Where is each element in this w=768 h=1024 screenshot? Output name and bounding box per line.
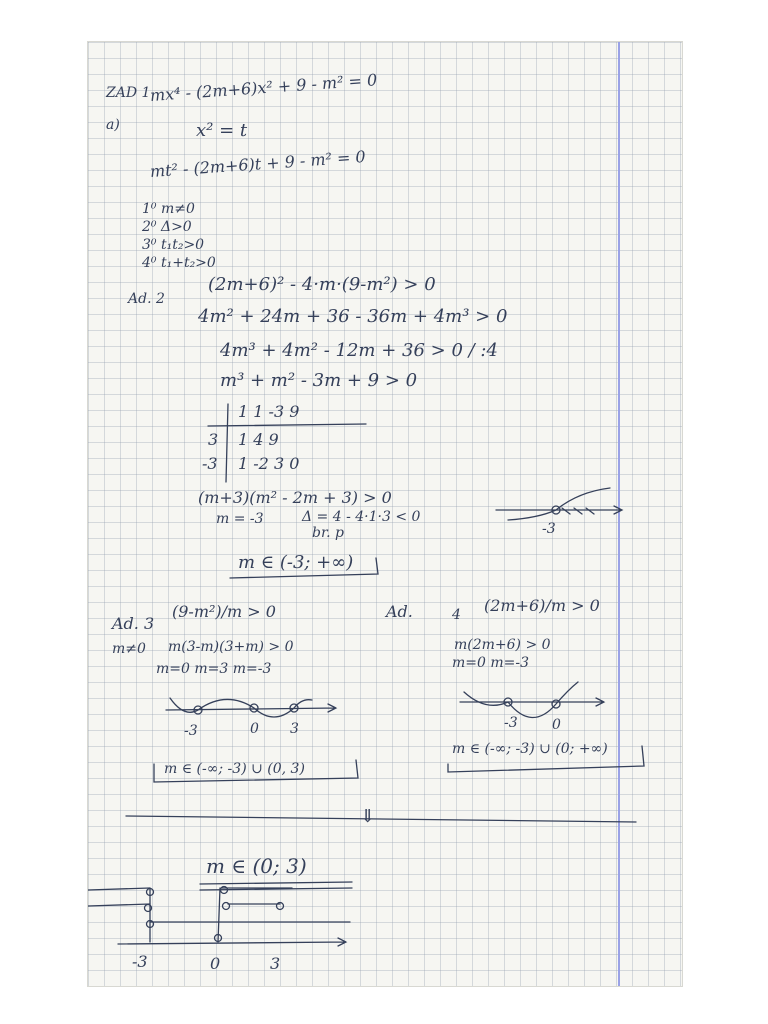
horner-row-1: 1 4 9 xyxy=(238,430,279,449)
separator-line xyxy=(126,816,636,822)
final-vertical-0 xyxy=(218,888,220,942)
condition-3: 3⁰ t₁t₂>0 xyxy=(142,237,205,253)
ad2-delta: Δ = 4 - 4·1·3 < 0 xyxy=(302,509,421,525)
ad3-axis-label-0: 0 xyxy=(250,721,259,737)
final-line-1 xyxy=(88,888,150,890)
final-axis-label-0: 0 xyxy=(210,954,221,973)
ad3-axis-label-3: 3 xyxy=(290,721,299,737)
part-a-label: a) xyxy=(106,117,120,133)
horner-header: 1 1 -3 9 xyxy=(238,402,300,421)
task-title: ZAD 1 xyxy=(106,85,151,101)
quadratic-in-t: mt² - (2m+6)t + 9 - m² = 0 xyxy=(149,146,367,181)
sketch-layer xyxy=(88,42,682,986)
final-line-2 xyxy=(88,904,150,906)
ad2-line-1: (2m+6)² - 4·m·(9-m²) > 0 xyxy=(208,274,436,295)
ad4-result-box xyxy=(448,746,644,772)
condition-2: 2⁰ Δ>0 xyxy=(142,219,192,235)
ad2-factored: (m+3)(m² - 2m + 3) > 0 xyxy=(198,488,392,507)
ad2-sign-curve xyxy=(508,488,610,520)
ad2-result: m ∈ (-3; +∞) xyxy=(238,552,354,573)
notebook-page xyxy=(88,42,682,986)
ad3-inequality: (9-m²)/m > 0 xyxy=(172,602,276,621)
ad2-line-2: 4m² + 24m + 36 - 36m + 4m³ > 0 xyxy=(198,306,508,327)
ad2-line-4: m³ + m² - 3m + 9 > 0 xyxy=(220,370,418,391)
ad3-result: m ∈ (-∞; -3) ∪ (0, 3) xyxy=(164,761,305,777)
ad2-axis-label: -3 xyxy=(542,521,556,537)
ad2-hatching xyxy=(562,508,594,514)
condition-1: 1⁰ m≠0 xyxy=(142,201,195,217)
condition-4: 4⁰ t₁+t₂>0 xyxy=(142,255,216,271)
ad3-roots: m=0 m=3 m=-3 xyxy=(156,661,272,677)
quartic-equation: mx⁴ - (2m+6)x² + 9 - m² = 0 xyxy=(149,70,378,105)
ad2-label: Ad. 2 xyxy=(128,291,165,307)
ad4-number: 4 xyxy=(452,607,461,623)
final-result: m ∈ (0; 3) xyxy=(206,854,307,878)
ad3-product: m(3-m)(3+m) > 0 xyxy=(168,639,294,655)
ad4-number-line xyxy=(460,698,604,706)
ad3-label: Ad. 3 xyxy=(112,614,155,633)
substitution: x² = t xyxy=(196,120,248,141)
ad3-sign-curve xyxy=(170,698,312,717)
ad4-sign-curve xyxy=(464,682,578,718)
ad3-axis-label-neg3: -3 xyxy=(184,723,198,739)
horner-row-2: 1 -2 3 0 xyxy=(238,454,300,473)
ad2-result-box xyxy=(230,558,378,578)
final-circle-0-b xyxy=(223,903,230,910)
ad4-axis-label-0: 0 xyxy=(552,717,561,733)
ad2-root: m = -3 xyxy=(216,511,264,527)
horner-root-2: -3 xyxy=(202,454,218,473)
ad3-condition: m≠0 xyxy=(112,641,146,657)
final-axis-label-3: 3 xyxy=(270,954,281,973)
horner-vertical-line xyxy=(226,404,228,482)
ad3-result-box xyxy=(154,760,358,782)
ad4-inequality: (2m+6)/m > 0 xyxy=(484,596,600,615)
ad4-roots: m=0 m=-3 xyxy=(452,655,530,671)
ad4-axis-label-neg3: -3 xyxy=(504,715,518,731)
final-result-box xyxy=(200,882,352,890)
implies-arrow: ⇓ xyxy=(360,806,376,827)
ad4-label: Ad. xyxy=(386,602,413,621)
final-axis xyxy=(118,938,346,946)
ad2-line-3: 4m³ + 4m² - 12m + 36 > 0 / :4 xyxy=(220,340,498,361)
horner-root-1: 3 xyxy=(208,430,219,449)
horner-horizontal-line xyxy=(208,424,366,426)
final-axis-label-neg3: -3 xyxy=(132,952,148,971)
ad2-no-roots: br. p xyxy=(312,525,344,541)
ad4-product: m(2m+6) > 0 xyxy=(454,637,551,653)
ad4-result: m ∈ (-∞; -3) ∪ (0; +∞) xyxy=(452,741,608,757)
